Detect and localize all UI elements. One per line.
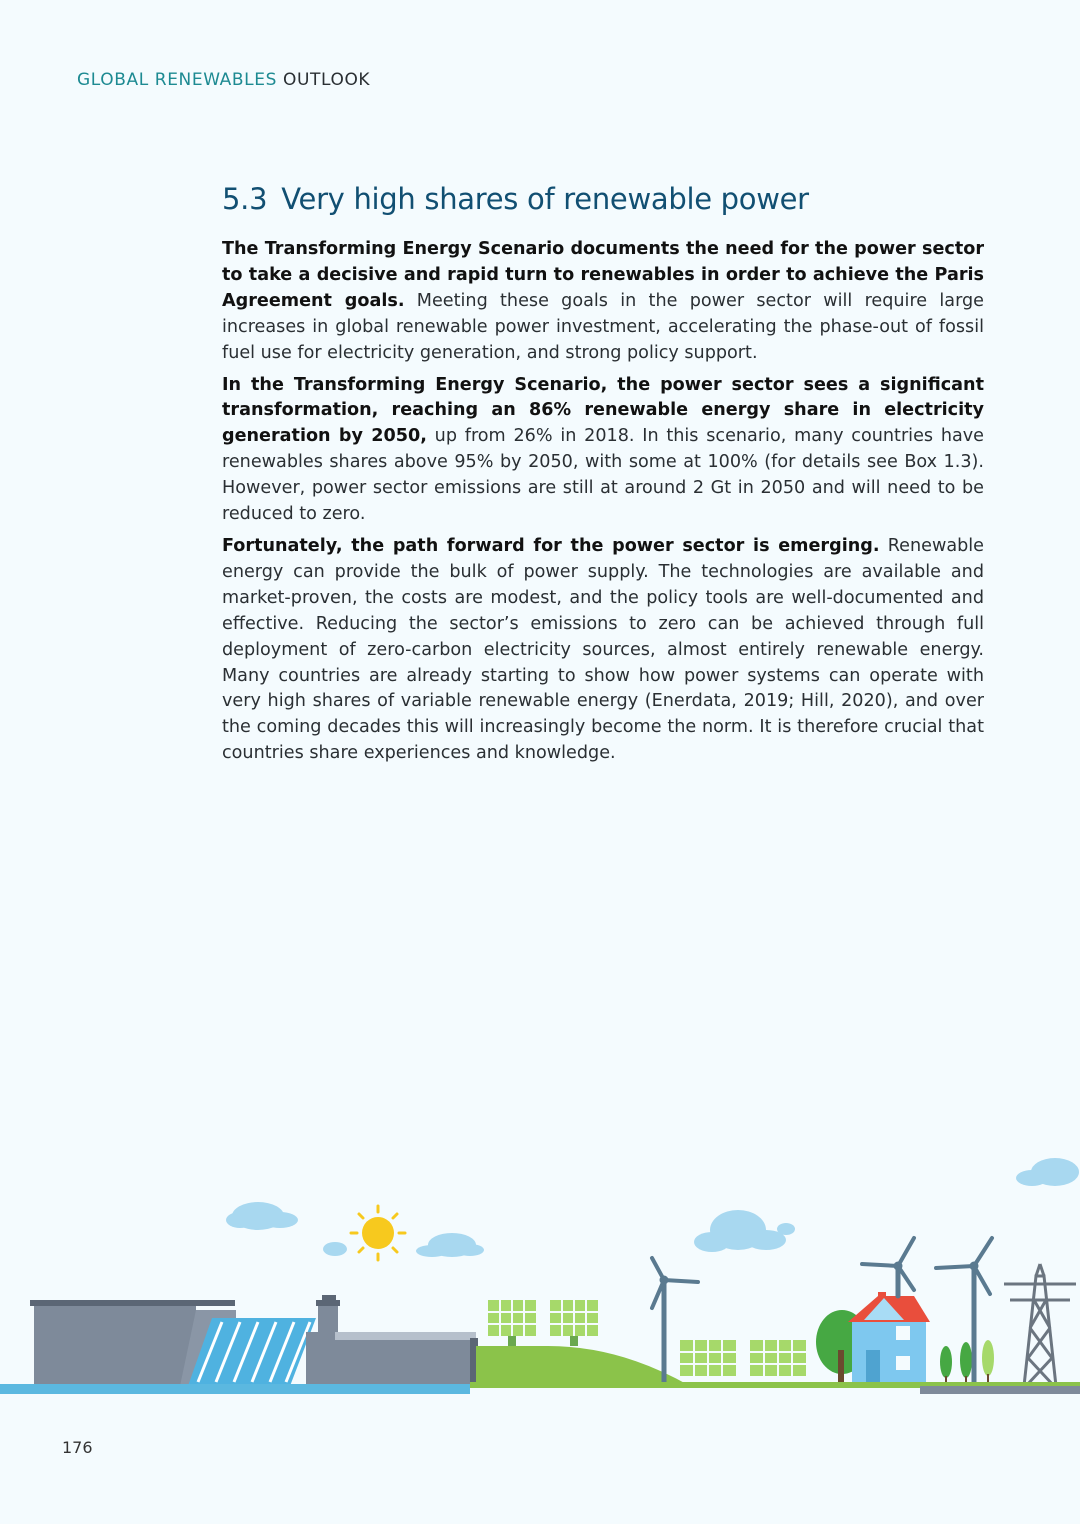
- paragraph-2: [222, 373, 984, 528]
- cloud-icon: [694, 1210, 786, 1252]
- solar-panel-icon: [488, 1300, 536, 1346]
- water-line: [0, 1384, 470, 1394]
- body-text: [222, 237, 984, 773]
- solar-panel-icon: [680, 1340, 736, 1376]
- ground-base: [920, 1386, 1080, 1394]
- paragraph-1: [222, 237, 984, 367]
- cloud-icon: [1016, 1158, 1079, 1186]
- solar-panel-icon: [750, 1340, 806, 1376]
- transmission-tower-icon: [1004, 1264, 1076, 1386]
- section-number: 5.3: [222, 182, 268, 216]
- green-hill: [476, 1346, 690, 1386]
- cloud-icon: [226, 1202, 298, 1230]
- paragraph-2-lead: In the Transforming Energy Scenario, the power sector sees a significant transformation, reaching an 86% renewable energy share in electricity generation by 2050,: [222, 374, 984, 447]
- section-title-text: Very high shares of renewable power: [281, 182, 809, 216]
- running-header-part2: OUTLOOK: [283, 70, 371, 90]
- dam-icon: [30, 1295, 478, 1386]
- paragraph-1-lead: The Transforming Energy Scenario documents the need for the power sector to take a decisive and rapid turn to renewables in order to achieve the Paris Agreement goals.: [222, 239, 984, 311]
- cloud-icon: [323, 1242, 347, 1256]
- wind-turbine-icon: [862, 1238, 914, 1296]
- running-header-part1: GLOBAL RENEWABLES: [77, 70, 277, 90]
- section-title: [222, 182, 1002, 216]
- running-header: [77, 70, 370, 90]
- bush-icon: [940, 1340, 994, 1386]
- paragraph-1-body: Meeting these goals in the power sector will require large increases in global renewable power investment, accelerating the phase-out of fossil fuel use for electricity generation, and strong policy support.: [222, 290, 984, 363]
- house-icon: [848, 1292, 930, 1386]
- solar-panel-icon: [550, 1300, 598, 1346]
- page-number: 176: [62, 1438, 93, 1457]
- paragraph-3-body: Renewable energy can provide the bulk of power supply. The technologies are available and market-proven, the costs are modest, and the policy tools are well-documented and effective. Reducing the sector’s emissions to zero can be achieved through full deployment of zero-carbon electricity sources, almost entirely renewable energy. Many countries are already starting to show how power systems can operate with very high shares of variable renewable energy (Enerdata, 2019; Hill, 2020), and over the coming decades this will increasingly become the norm. It is therefore crucial that countries share experiences and knowledge.: [222, 535, 984, 764]
- paragraph-3-lead: Fortunately, the path forward for the power sector is emerging.: [222, 535, 880, 556]
- paragraph-2-body: up from 26% in 2018. In this scenario, many countries have renewables shares above 95% by 2050, with some at 100% (for details see Box 1.3). However, power sector emissions are still at around 2 Gt in 2050 and will need to be reduced to zero.: [222, 426, 984, 525]
- sun-icon: [351, 1206, 405, 1260]
- paragraph-3: [222, 534, 984, 767]
- cloud-icon: [416, 1233, 484, 1257]
- renewable-landscape-illustration: [0, 1150, 1080, 1410]
- cloud-icon: [777, 1223, 795, 1235]
